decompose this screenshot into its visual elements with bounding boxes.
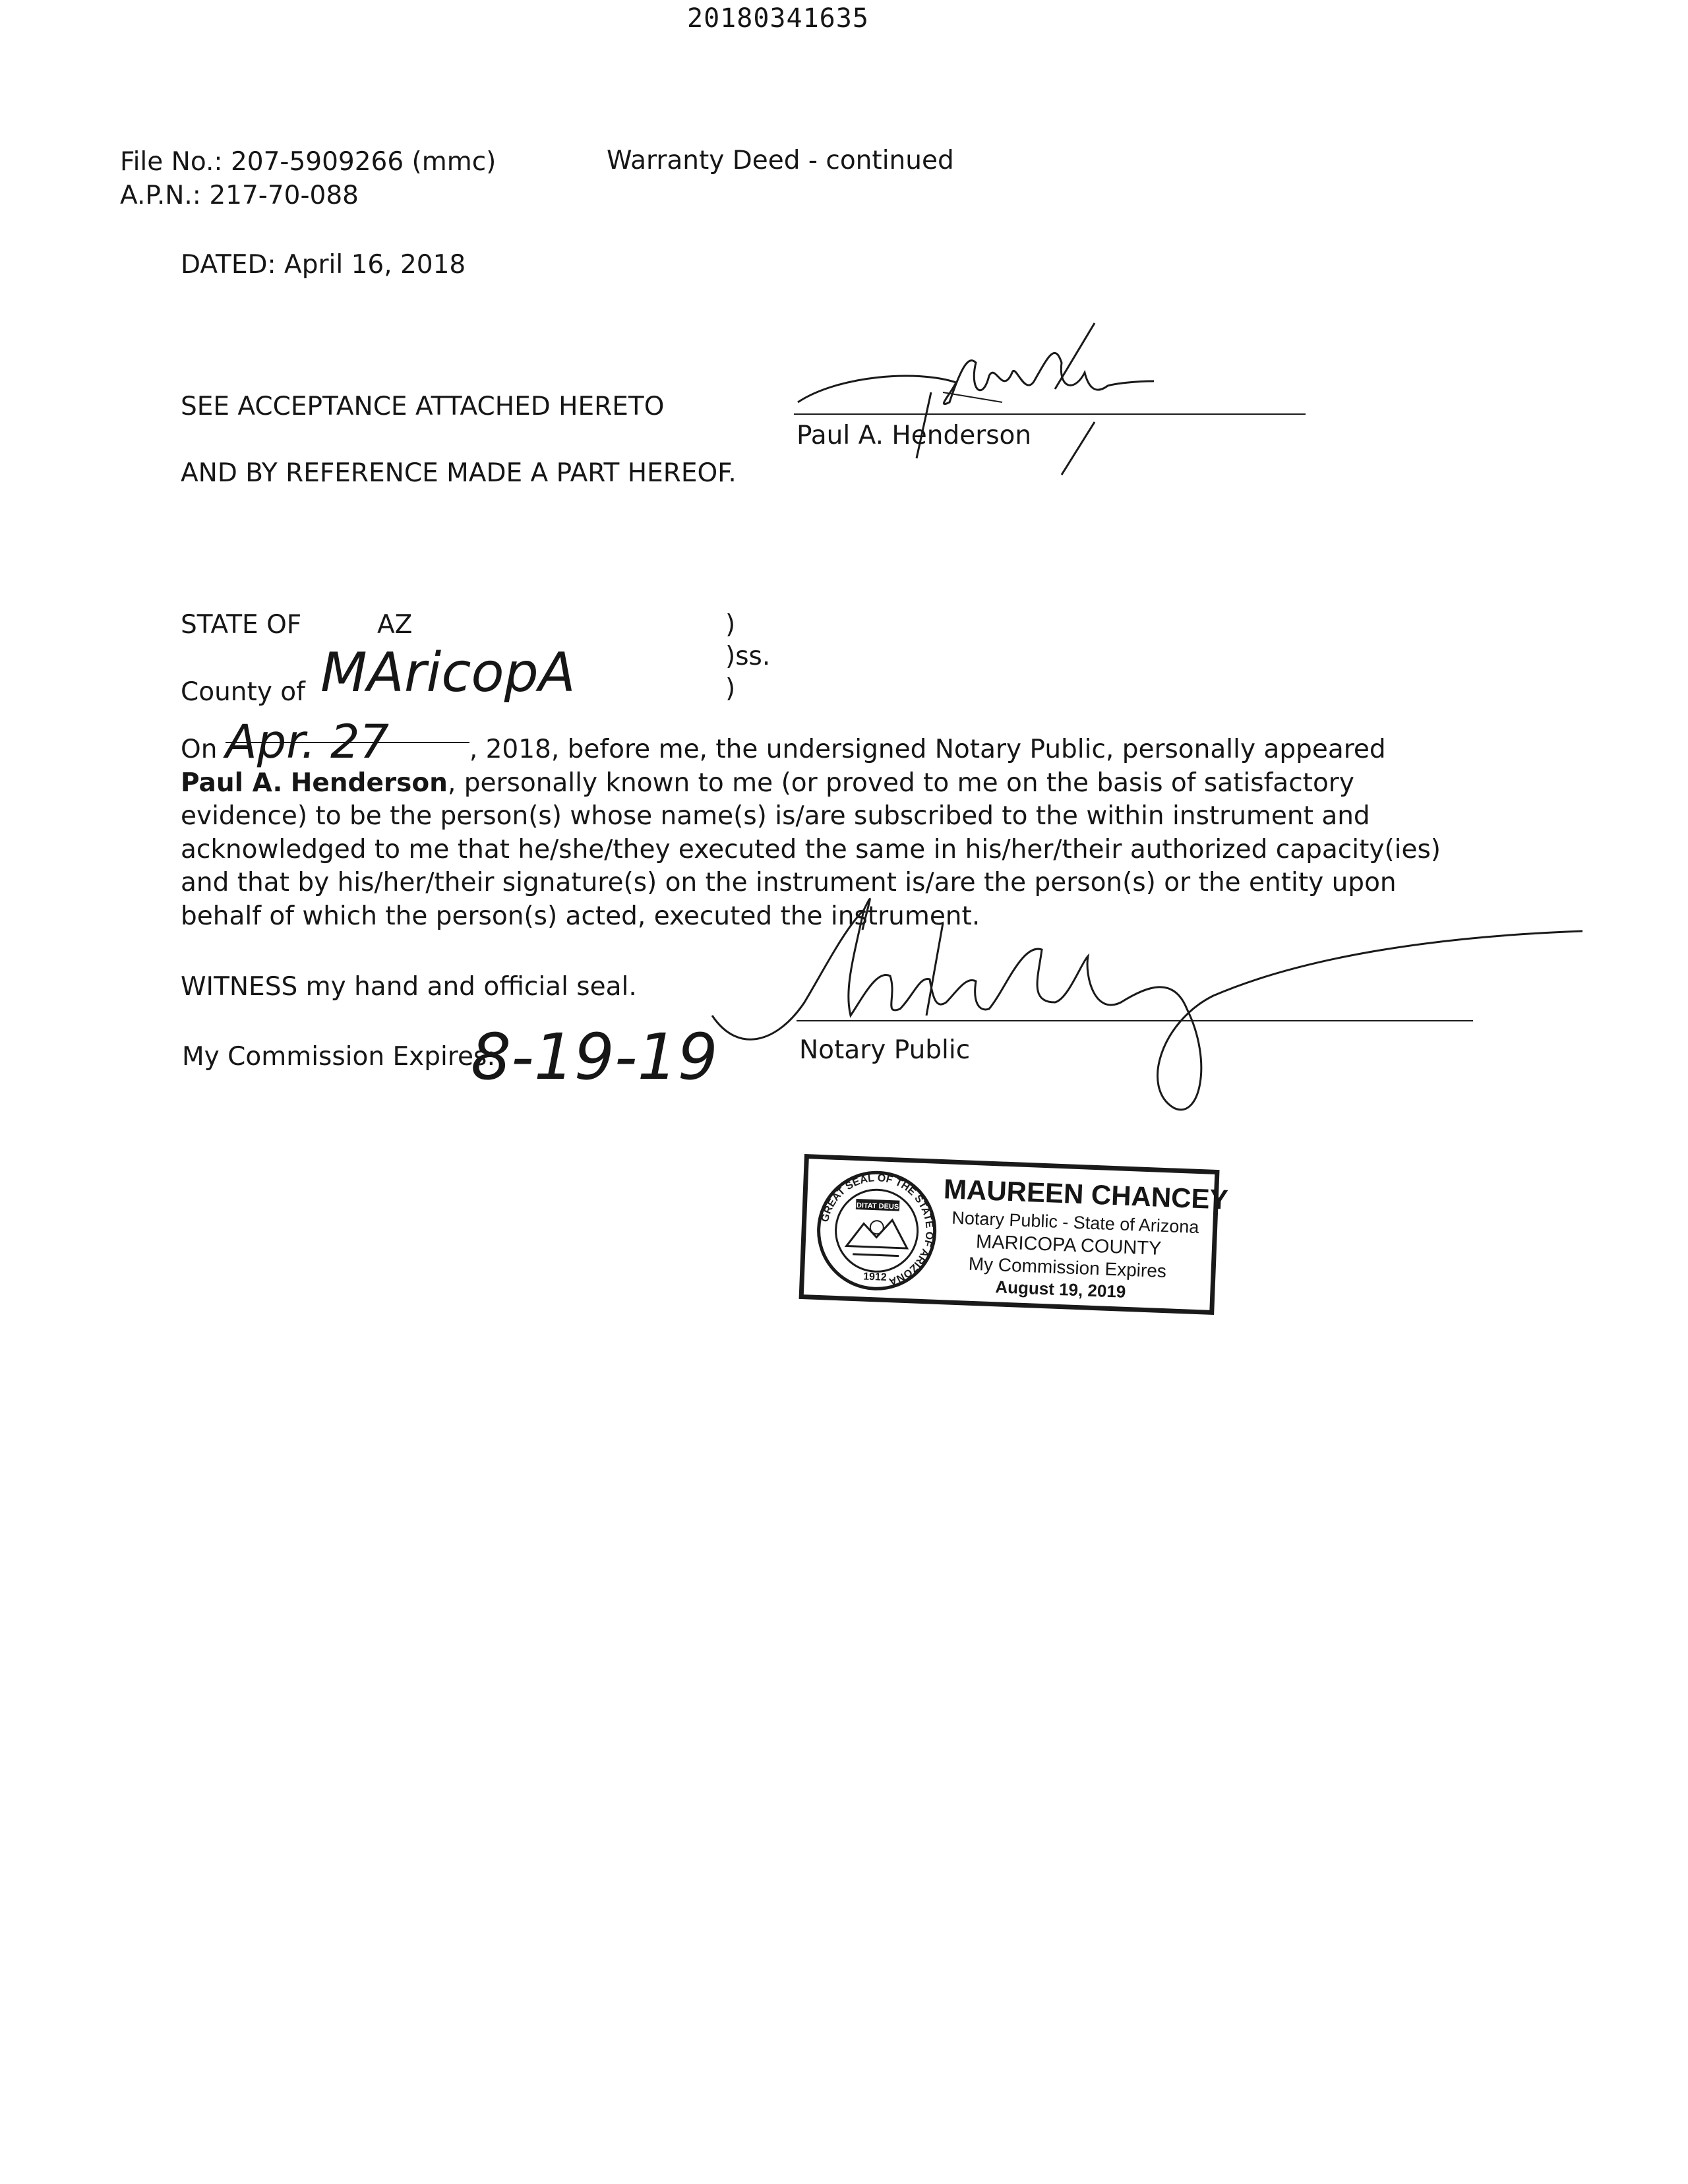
on-label: On — [181, 735, 218, 764]
grantor-name: Paul A. Henderson — [797, 421, 1032, 450]
state-label: STATE OF — [181, 610, 302, 640]
county-handwritten: MAricopA — [320, 642, 576, 704]
seal-year: 1912 — [862, 1271, 888, 1283]
handwritten-ack-date: Apr. 27 — [226, 742, 469, 743]
stamp-notary-name: MAUREEN CHANCEY — [943, 1173, 1229, 1215]
notary-stamp — [799, 1154, 1229, 1315]
ack-text-2: , personally known to me (or proved to me on the basis of satisfactory evidence) to be the person(s) whose name(s) is/are subscribed to the within instrument and acknowledged to me that he/she/they executed the same in his/her/their authorized capacity(ies) and that by his/her/their signature(s) on the instrument is/are the person(s) or the entity upon behalf of which the person(s) acted, executed the instrument. — [181, 768, 1441, 931]
grantor-signature — [785, 323, 1154, 488]
acceptance-line-2: AND BY REFERENCE MADE A PART HEREOF. — [181, 458, 737, 488]
state-value: AZ — [377, 610, 413, 640]
seal-ring-text: GREAT SEAL OF THE STATE OF ARIZONA — [819, 1172, 935, 1287]
notary-public-label: Notary Public — [799, 1035, 971, 1065]
commission-label: My Commission Expires: — [182, 1042, 496, 1072]
ack-text-1: , 2018, before me, the undersigned Notary Public, personally appeared — [469, 735, 1386, 764]
stamp-expires-label: My Commission Expires — [968, 1253, 1167, 1282]
stamp-expires-date: August 19, 2019 — [994, 1277, 1126, 1302]
seal-motto: DITAT DEUS — [856, 1201, 899, 1211]
apn-number: A.P.N.: 217-70-088 — [120, 181, 359, 210]
ack-name-bold-2: Henderson — [290, 768, 448, 798]
witness-line: WITNESS my hand and official seal. — [181, 972, 637, 1002]
county-label: County of — [181, 677, 305, 707]
state-seal-icon — [812, 1166, 942, 1296]
document-title: Warranty Deed - continued — [607, 146, 954, 175]
acceptance-line-1: SEE ACCEPTANCE ATTACHED HERETO — [181, 392, 665, 421]
stamp-county: MARICOPA COUNTY — [975, 1231, 1162, 1259]
recording-number: 20180341635 — [687, 3, 869, 34]
file-number: File No.: 207-5909266 (mmc) — [120, 147, 497, 177]
ack-name-bold-1: Paul A. — [181, 768, 283, 798]
venue-bracket-bottom: ) — [725, 674, 736, 704]
stamp-title: Notary Public - State of Arizona — [951, 1207, 1199, 1238]
commission-handwritten: 8-19-19 — [471, 1020, 718, 1094]
dated-line: DATED: April 16, 2018 — [181, 250, 466, 280]
venue-bracket-top: ) — [725, 610, 736, 640]
venue-bracket-ss: )ss. — [725, 642, 771, 671]
notary-signature — [712, 903, 1582, 1114]
